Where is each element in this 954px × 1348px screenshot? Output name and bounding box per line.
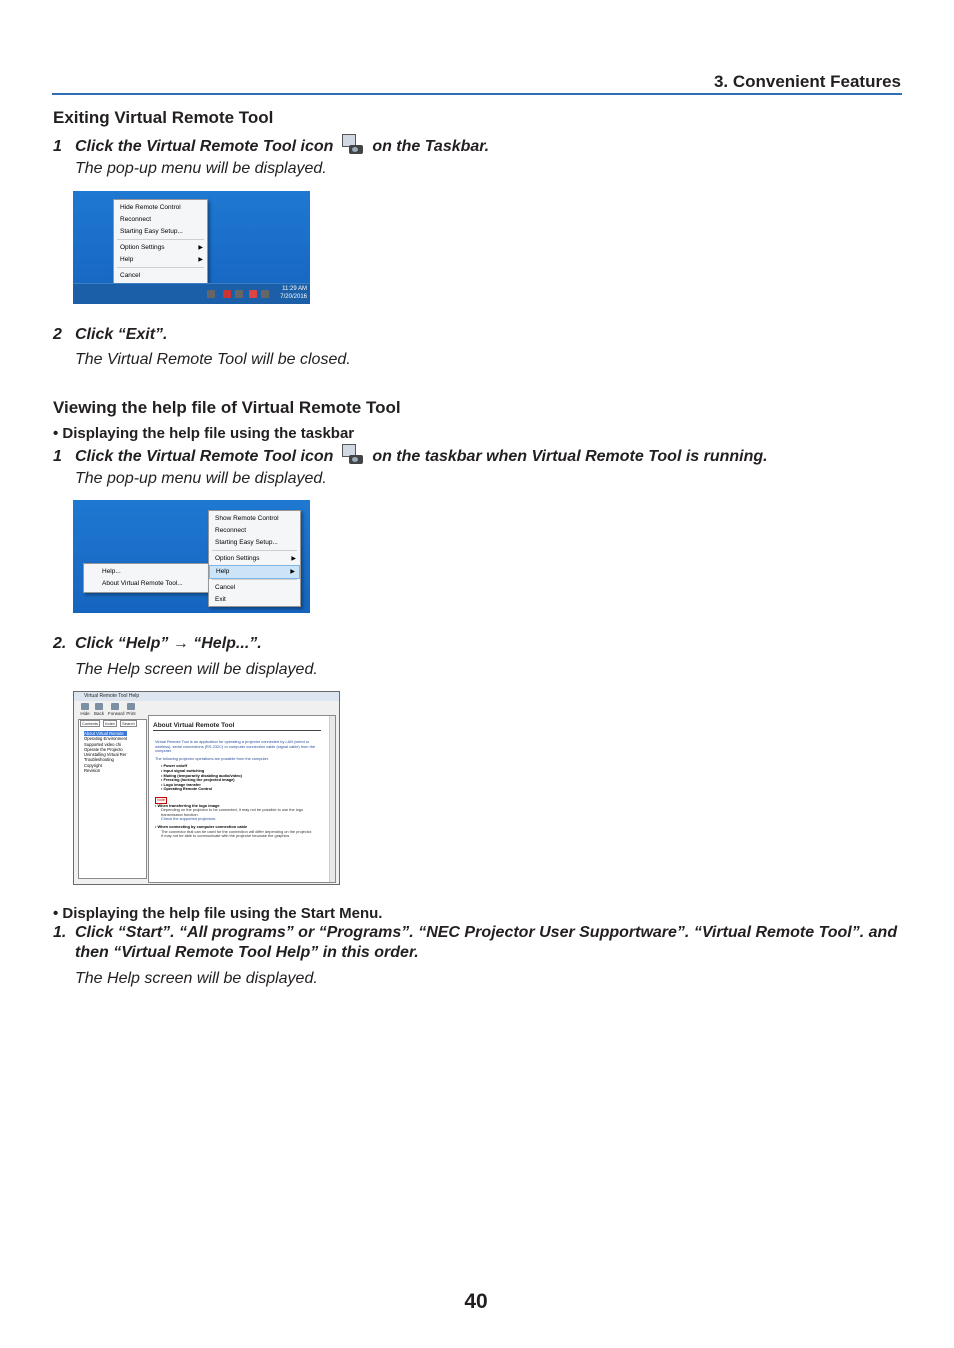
toolbar-forward-button[interactable]: Forward (108, 703, 122, 716)
bullet-taskbar: • Displaying the help file using the taskbar (53, 425, 355, 442)
help-intro: Virtual Remote Tool is an application for operating a projector connected by LAN (wired or wireless), serial connections (RS-232C) or computer connection cable (signal cable) from the computer. (155, 739, 316, 754)
list-item: • Power on/off (161, 763, 188, 769)
help-submenu (83, 563, 209, 593)
toolbar-hide-button[interactable]: Hide (78, 703, 92, 716)
help-ops-intro: The following projector operations are possible from the computer. (155, 755, 269, 761)
header-rule (52, 93, 902, 95)
flag-icon[interactable] (223, 290, 231, 298)
hide-icon (81, 703, 89, 710)
menu-item-reconnect[interactable]: Reconnect (120, 216, 152, 223)
screenshot-exit-menu (73, 191, 310, 304)
heading-rule (153, 730, 321, 731)
step-number: 2. (53, 635, 67, 652)
popup-menu (208, 510, 301, 607)
menu-item-show-remote-control[interactable]: Show Remote Control (215, 515, 279, 522)
list-item: • Muting (temporarily disabling audio/video) (161, 772, 242, 778)
help-ops-list (161, 764, 323, 792)
help-step-2-result: The Help screen will be displayed. (75, 661, 318, 678)
tree-item[interactable]: Supported video chi (84, 741, 122, 747)
help-content-pane (148, 715, 336, 883)
tree-item[interactable]: Uninstalling Virtual Rer (84, 752, 127, 758)
list-item: • Freezing (locking the projected image) (161, 777, 235, 783)
note1-text: Depending on the projector to be connected, it may not be possible to use the logo transmission function. (161, 807, 304, 817)
taskbar-clock[interactable] (280, 285, 307, 301)
note1-title: • When transferring the logo image (155, 802, 220, 808)
help-window-title: Virtual Remote Tool Help (74, 692, 339, 701)
tab-contents[interactable]: Contents (82, 721, 99, 726)
virtual-remote-tool-icon (341, 134, 365, 156)
help-content-body (155, 740, 323, 839)
tree-item[interactable]: Copyright (84, 762, 102, 768)
heading-viewing-help: Viewing the help file of Virtual Remote Tool (53, 398, 401, 417)
list-item: • Input signal switching (161, 767, 205, 773)
menu-separator (117, 239, 204, 240)
help-step-2 (53, 635, 262, 653)
popup-menu (113, 199, 208, 295)
virtual-remote-tool-icon (341, 444, 365, 466)
section-header: 3. Convenient Features (713, 72, 901, 91)
menu-separator (212, 550, 297, 551)
exit-step-1-result: The pop-up menu will be displayed. (75, 160, 327, 177)
step-text-post: on the Taskbar. (372, 138, 490, 155)
list-item: • Operating Remote Control (161, 786, 213, 792)
submenu-item-help[interactable]: Help... (102, 568, 121, 575)
tree-item[interactable]: Troubleshooting (84, 757, 114, 763)
help-step-1-result: The pop-up menu will be displayed. (75, 470, 327, 487)
projector-tray-icon[interactable] (207, 290, 215, 298)
start-step-1 (53, 924, 913, 942)
chevron-right-icon: ▶ (291, 556, 296, 562)
volume-icon[interactable] (261, 290, 269, 298)
step-text-line1: Click “Start”. “All programs” or “Programs”. “NEC Projector User Supportware”. “Virtual Remote Tool”. and (75, 924, 898, 941)
taskbar (73, 283, 310, 304)
tree-item[interactable]: About Virtual Remote (84, 731, 127, 736)
print-icon (127, 703, 135, 710)
note2-text: The connector that can be used for the connection will differ depending on the projector. (161, 828, 313, 834)
tree-item[interactable]: Revision (84, 768, 101, 774)
menu-item-option-settings[interactable]: Option Settings ▶ (114, 242, 207, 254)
clock-time: 11:29 AM (282, 286, 307, 292)
menu-item-exit[interactable]: Exit (215, 596, 226, 603)
menu-item-starting-easy-setup[interactable]: Starting Easy Setup... (120, 228, 183, 235)
menu-item-cancel[interactable]: Cancel (120, 272, 141, 279)
note2-title: • When connecting by computer connection cable (155, 823, 248, 829)
toolbar-back-button[interactable]: Back (92, 703, 106, 716)
screenshot-help-menu (73, 500, 310, 613)
network-icon[interactable] (235, 290, 243, 298)
clock-date: 7/20/2016 (280, 294, 307, 300)
step-text: Click “Exit”. (75, 326, 168, 343)
help-tree (84, 731, 127, 773)
exit-step-2 (53, 326, 167, 344)
help-step-1 (53, 444, 768, 466)
tab-index[interactable]: Index (105, 721, 115, 726)
menu-item-help[interactable]: Help ▶ (114, 254, 207, 266)
forward-arrow-icon (111, 703, 119, 710)
menu-separator (117, 267, 204, 268)
step-text: Click the Virtual Remote Tool icon (75, 138, 334, 155)
chevron-right-icon: ▶ (198, 257, 203, 263)
power-icon[interactable] (249, 290, 257, 298)
menu-item-cancel[interactable]: Cancel (215, 584, 236, 591)
start-step-1-line2: then “Virtual Remote Tool Help” in this order. (75, 944, 419, 961)
content-scrollbar[interactable] (329, 716, 335, 882)
tab-search[interactable]: Search (122, 721, 135, 726)
step-number: 1. (53, 924, 67, 941)
chevron-right-icon: ▶ (290, 569, 295, 575)
step-text: Click “Help” → “Help...”. (75, 635, 262, 652)
menu-item-option-settings[interactable]: Option Settings ▶ (209, 553, 300, 565)
note-tag: Note (157, 797, 166, 802)
menu-item-help[interactable]: Help ▶ (209, 565, 300, 579)
step-number: 2 (53, 326, 62, 343)
note1-link[interactable]: Check the supported projectors. (161, 816, 217, 822)
menu-item-reconnect[interactable]: Reconnect (215, 527, 247, 534)
exit-step-2-result: The Virtual Remote Tool will be closed. (75, 351, 351, 368)
menu-separator (212, 579, 297, 580)
step-text-post: on the taskbar when Virtual Remote Tool is running. (372, 448, 768, 465)
tree-item[interactable]: Operating Environment (84, 736, 128, 742)
chevron-right-icon: ▶ (198, 245, 203, 251)
exit-step-1 (53, 134, 489, 156)
tree-item[interactable]: Operate the Projecto (84, 746, 123, 752)
toolbar-print-button[interactable]: Print (124, 703, 138, 716)
help-content-heading: About Virtual Remote Tool (153, 722, 235, 729)
list-item: • Logo image transfer (161, 781, 201, 787)
menu-item-starting-easy-setup[interactable]: Starting Easy Setup... (215, 539, 278, 546)
bullet-start-menu: • Displaying the help file using the Start Menu. (53, 905, 383, 922)
step-text: Click the Virtual Remote Tool icon (75, 448, 334, 465)
heading-exiting: Exiting Virtual Remote Tool (53, 108, 274, 127)
help-tabs (80, 721, 137, 726)
submenu-item-about[interactable]: About Virtual Remote Tool... (102, 580, 183, 587)
back-arrow-icon (95, 703, 103, 710)
start-step-1-result: The Help screen will be displayed. (75, 970, 318, 987)
step-number: 1 (53, 138, 62, 155)
menu-item-hide-remote-control[interactable]: Hide Remote Control (120, 204, 181, 211)
note2-text2: It may not be able to communicate with the projector because the graphics (161, 833, 290, 839)
screenshot-help-window (73, 691, 340, 885)
page-number: 40 (464, 1290, 488, 1313)
step-number: 1 (53, 448, 62, 465)
